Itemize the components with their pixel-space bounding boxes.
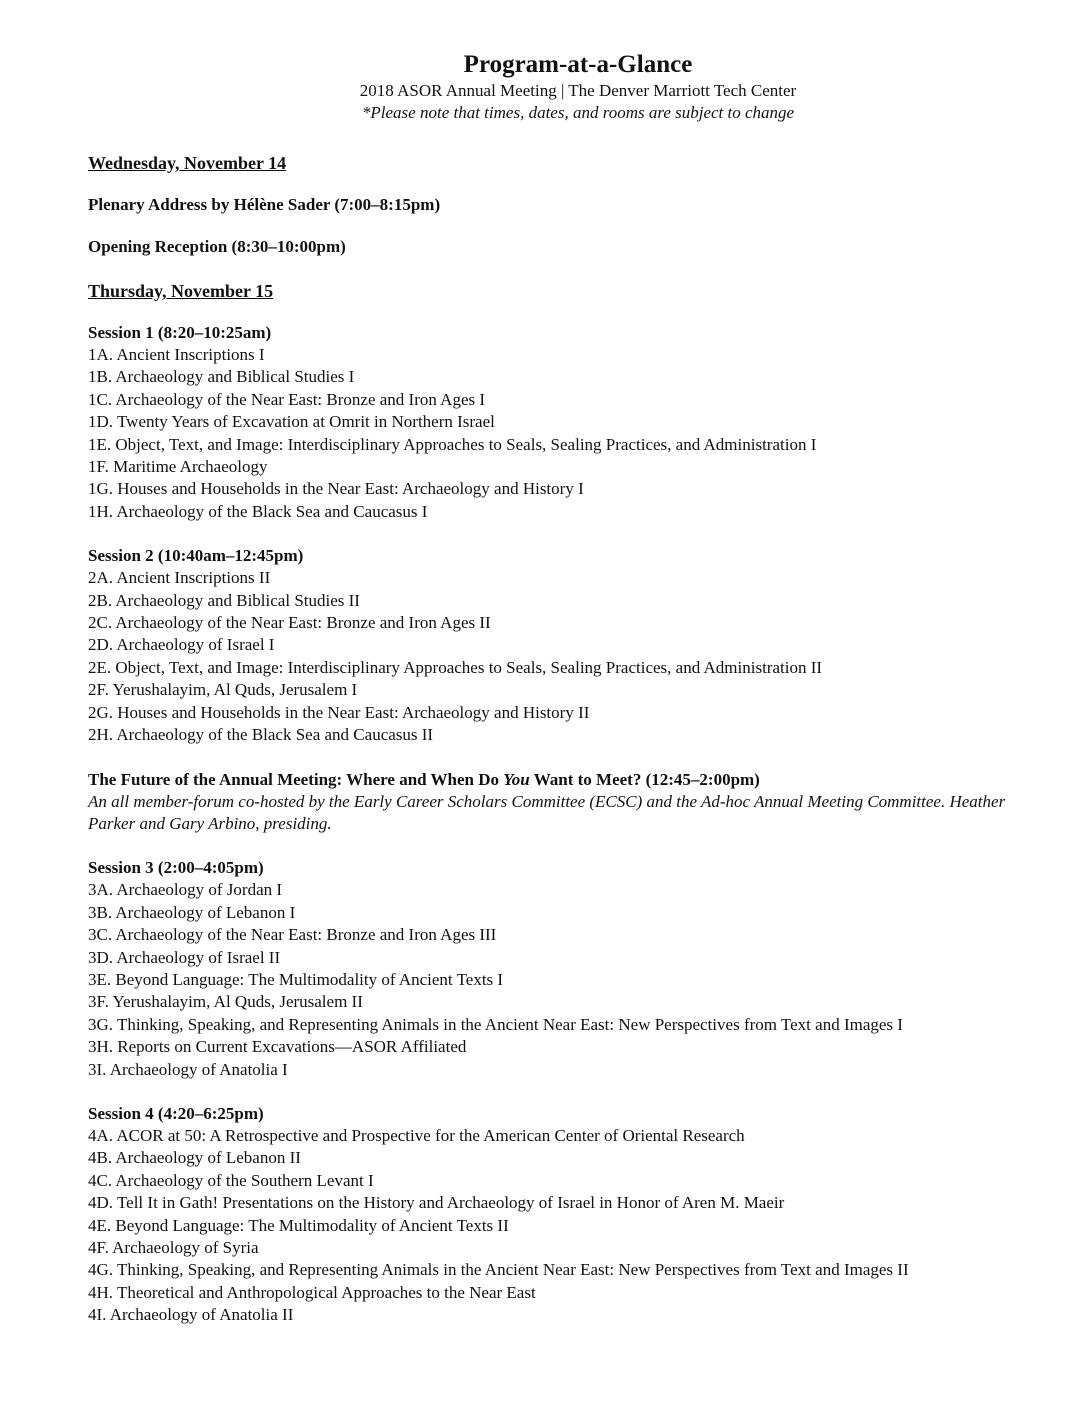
session-item: 1F. Maritime Archaeology: [88, 457, 268, 477]
opening-reception: Opening Reception (8:30–10:00pm): [88, 237, 346, 256]
session-item: 1C. Archaeology of the Near East: Bronze and Iron Ages I: [88, 389, 486, 409]
plenary-address: Plenary Address by Hélène Sader (7:00–8:15pm): [88, 195, 441, 214]
session-item: 4F. Archaeology of Syria: [88, 1238, 259, 1257]
session-item: 4C. Archaeology of the Southern Levant I: [88, 1170, 374, 1190]
session-list: [88, 344, 1048, 523]
session-item: 1A. Ancient Inscriptions I: [88, 345, 265, 364]
session-item: 1E. Object, Text, and Image: Interdisciplinary Approaches to Seals, Sealing Practices, and Administration I: [88, 434, 817, 454]
session-item: 2E. Object, Text, and Image: Interdisciplinary Approaches to Seals, Sealing Practices, and Administration II: [88, 657, 823, 677]
session-item: 2D. Archaeology of Israel I: [88, 635, 275, 655]
page-title: Program-at-a-Glance: [463, 51, 693, 78]
session-item: 2C. Archaeology of the Near East: Bronze and Iron Ages II: [88, 613, 491, 633]
session-title: Session 3 (2:00–4:05pm): [88, 858, 264, 878]
page-subtitle: 2018 ASOR Annual Meeting | The Denver Marriott Tech Center: [359, 81, 797, 100]
session-item: 3I. Archaeology of Anatolia I: [88, 1059, 288, 1079]
session-item: 4I. Archaeology of Anatolia II: [88, 1305, 294, 1325]
session-list: [88, 1125, 1048, 1327]
annual-meeting-forum: [88, 769, 1048, 836]
day-heading-wednesday: Wednesday, November 14: [88, 153, 287, 173]
session-item: 1H. Archaeology of the Black Sea and Caucasus I: [88, 501, 428, 521]
session-item: 3B. Archaeology of Lebanon I: [88, 902, 296, 922]
session-item: 3G. Thinking, Speaking, and Representing Animals in the Ancient Near East: New Perspectives from Text and Images I: [88, 1014, 903, 1034]
session-item: 2F. Yerushalayim, Al Quds, Jerusalem I: [88, 680, 358, 700]
session-item: 2B. Archaeology and Biblical Studies II: [88, 590, 360, 610]
change-notice: *Please note that times, dates, and rooms are subject to change: [361, 103, 795, 122]
session-item: 2H. Archaeology of the Black Sea and Caucasus II: [88, 725, 434, 745]
session-3: [88, 857, 1048, 1081]
session-item: 3H. Reports on Current Excavations—ASOR Affiliated: [88, 1037, 467, 1057]
session-item: 4A. ACOR at 50: A Retrospective and Prospective for the American Center of Oriental Research: [88, 1125, 745, 1145]
day-heading-thursday: Thursday, November 15: [88, 281, 274, 301]
session-item: 3E. Beyond Language: The Multimodality of Ancient Texts I: [88, 969, 504, 989]
session-item: 3F. Yerushalayim, Al Quds, Jerusalem II: [88, 992, 363, 1012]
forum-title: The Future of the Annual Meeting: Where and When Do You Want to Meet? (12:45–2:00pm): [88, 769, 760, 789]
session-item: 4B. Archaeology of Lebanon II: [88, 1148, 301, 1168]
session-4: [88, 1103, 1048, 1327]
session-item: 1B. Archaeology and Biblical Studies I: [88, 367, 355, 387]
session-item: 1G. Houses and Households in the Near East: Archaeology and History I: [88, 479, 584, 499]
session-item: 4H. Theoretical and Anthropological Approaches to the Near East: [88, 1282, 536, 1302]
forum-description: An all member-forum co-hosted by the Early Career Scholars Committee (ECSC) and the Ad-hoc Annual Meeting Committee. Heather Parker and Gary Arbino, presiding.: [88, 791, 1006, 833]
session-item: 2G. Houses and Households in the Near East: Archaeology and History II: [88, 702, 590, 722]
session-item: 3A. Archaeology of Jordan I: [88, 880, 283, 900]
session-title: Session 1 (8:20–10:25am): [88, 323, 272, 342]
session-item: 3C. Archaeology of the Near East: Bronze and Iron Ages III: [88, 925, 497, 945]
session-item: 4G. Thinking, Speaking, and Representing Animals in the Ancient Near East: New Perspectives from Text and Images II: [88, 1260, 909, 1280]
session-item: 4E. Beyond Language: The Multimodality of Ancient Texts II: [88, 1215, 509, 1235]
session-item: 2A. Ancient Inscriptions II: [88, 568, 271, 588]
forum-title-emphasis: You: [503, 769, 530, 789]
session-2: [88, 545, 1048, 746]
session-item: 3D. Archaeology of Israel II: [88, 947, 281, 967]
session-item: 1D. Twenty Years of Excavation at Omrit in Northern Israel: [88, 412, 495, 432]
session-item: 4D. Tell It in Gath! Presentations on the History and Archaeology of Israel in Honor of Aren M. Maeir: [88, 1193, 785, 1213]
session-1: [88, 322, 1048, 523]
session-title: Session 2 (10:40am–12:45pm): [88, 546, 304, 566]
session-title: Session 4 (4:20–6:25pm): [88, 1103, 264, 1123]
session-list: [88, 879, 1048, 1081]
session-list: [88, 567, 1048, 746]
page-header: [68, 50, 1088, 124]
